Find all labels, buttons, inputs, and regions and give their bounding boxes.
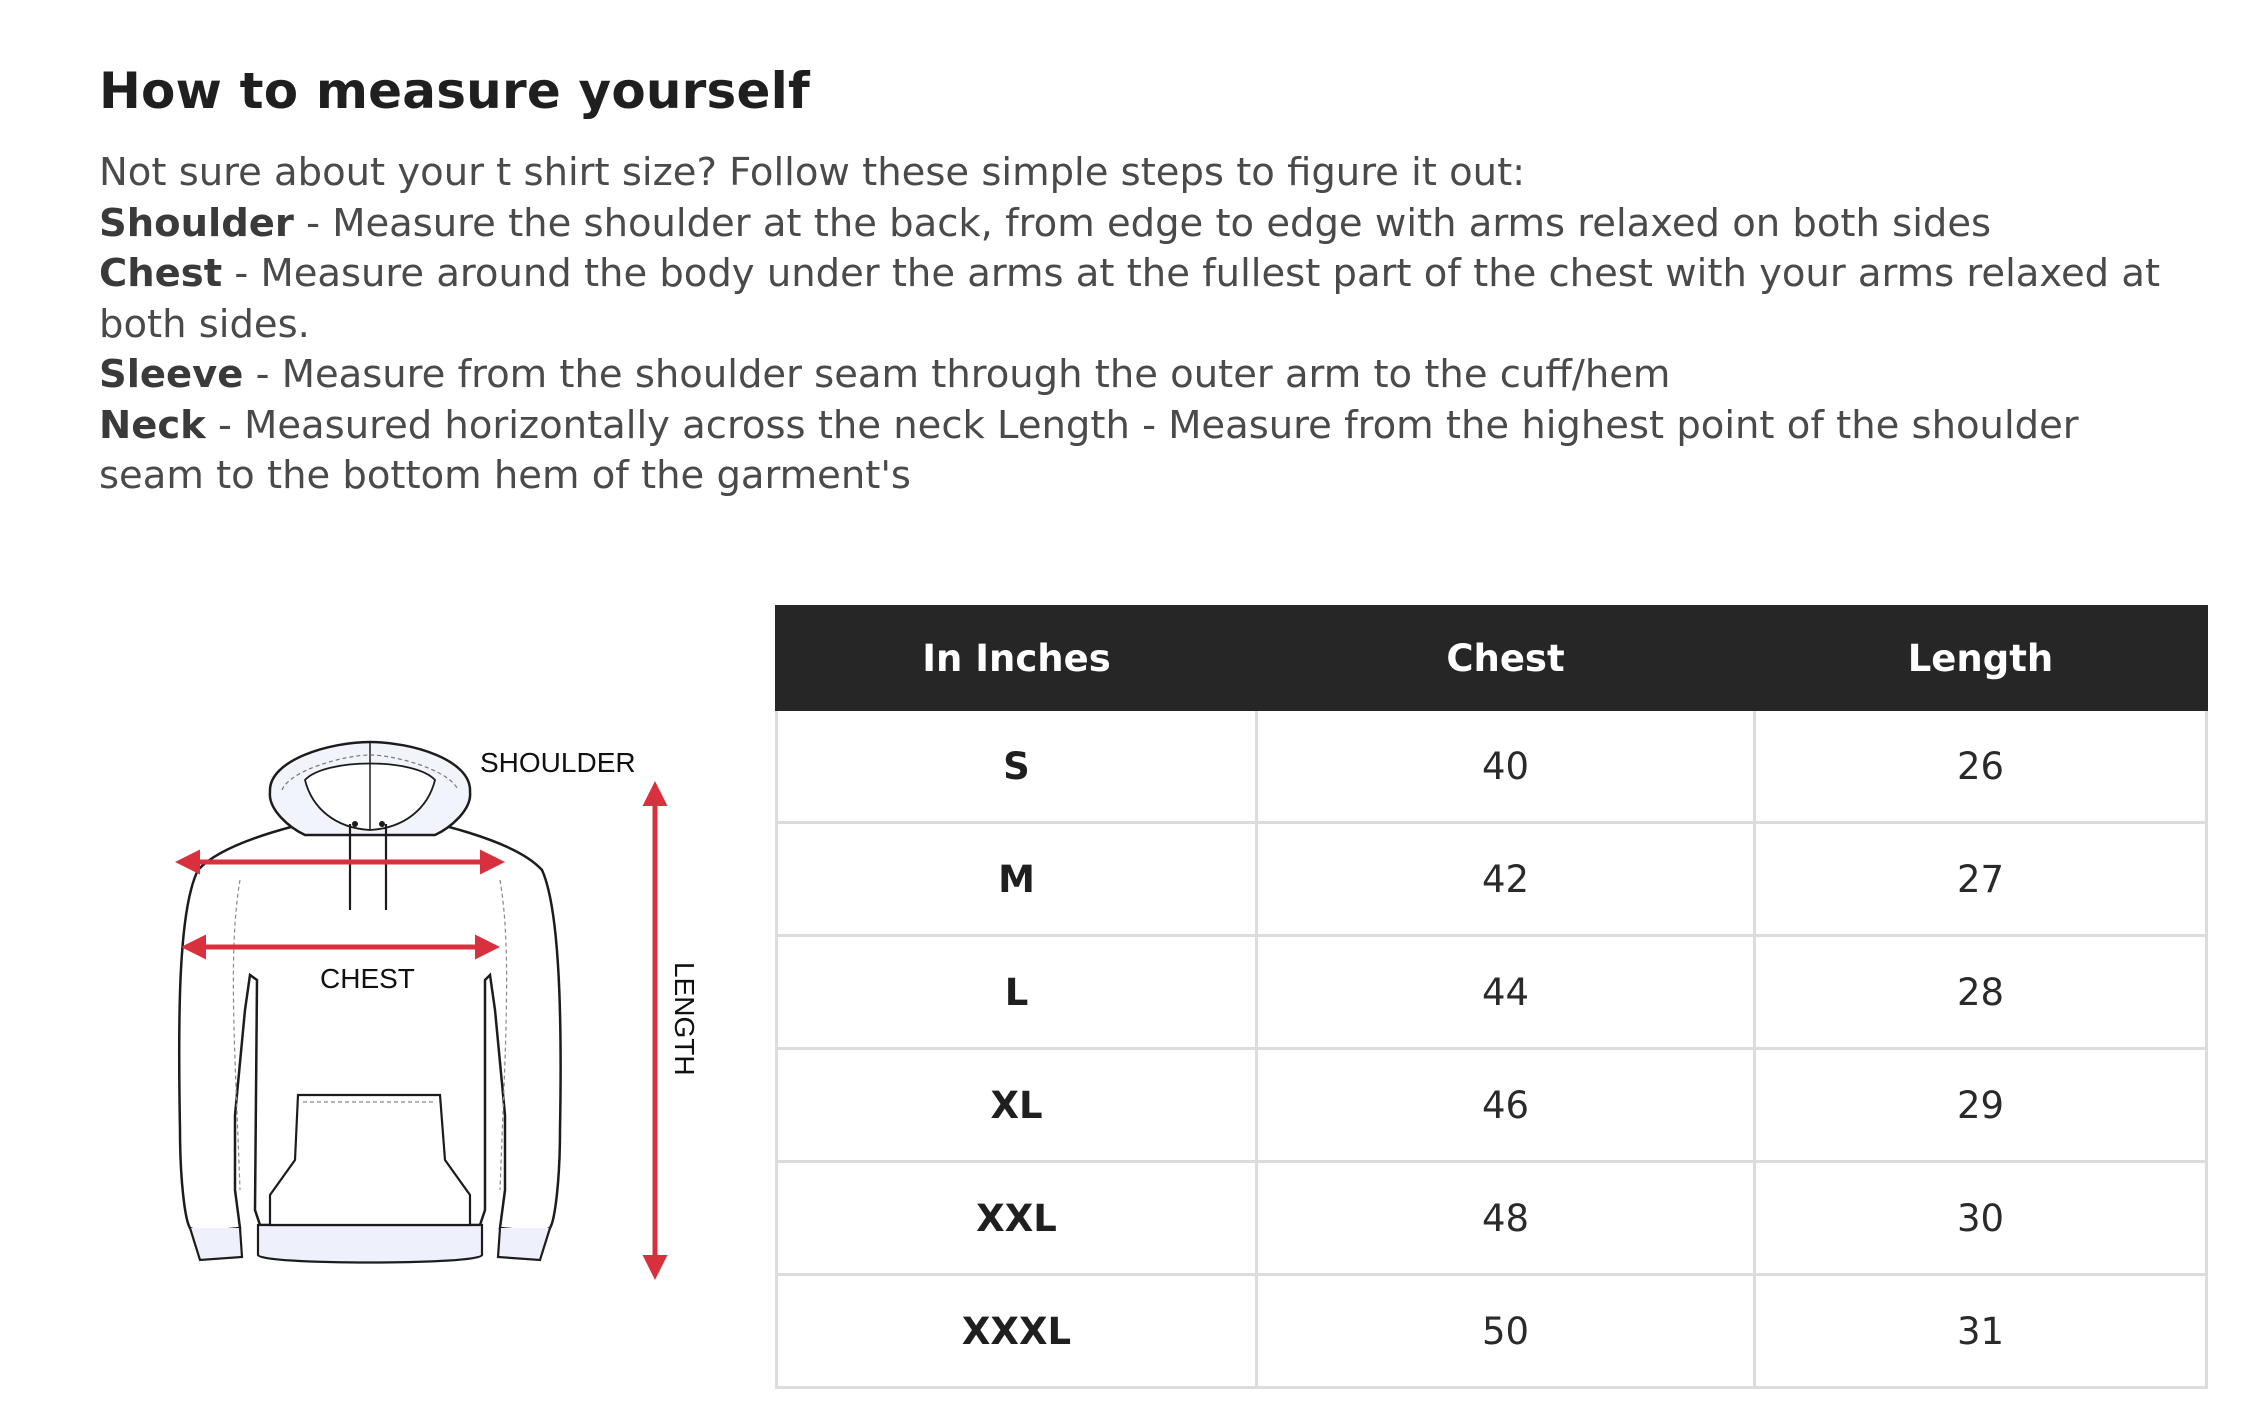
size-cell: S xyxy=(777,710,1257,823)
instruction-text: - Measure from the shoulder seam through the outer arm to the cuff/hem xyxy=(243,352,1671,397)
table-row xyxy=(777,1049,2207,1162)
header-length: Length xyxy=(1755,607,2207,710)
size-chart-table xyxy=(775,605,2208,1389)
hoodie-icon xyxy=(150,720,730,1290)
size-cell: XXL xyxy=(777,1162,1257,1275)
length-cell: 30 xyxy=(1755,1162,2207,1275)
size-cell: XL xyxy=(777,1049,1257,1162)
chest-cell: 44 xyxy=(1257,936,1755,1049)
length-cell: 31 xyxy=(1755,1275,2207,1388)
length-cell: 26 xyxy=(1755,710,2207,823)
table-row xyxy=(777,936,2207,1049)
length-label: LENGTH xyxy=(669,962,700,1076)
instruction-text: - Measure around the body under the arms at the fullest part of the chest with your arms relaxed at both sides. xyxy=(99,251,2161,347)
table-row xyxy=(777,710,2207,823)
instruction-term: Chest xyxy=(99,251,223,296)
header-in-inches: In Inches xyxy=(777,607,1257,710)
hoodie-measurement-diagram xyxy=(150,720,730,1290)
chest-cell: 50 xyxy=(1257,1275,1755,1388)
instruction-term: Neck xyxy=(99,402,206,448)
instruction-term: Sleeve xyxy=(99,352,244,397)
size-cell: XXXL xyxy=(777,1275,1257,1388)
length-cell: 28 xyxy=(1755,936,2207,1049)
table-row xyxy=(777,1275,2207,1388)
chest-label: CHEST xyxy=(320,963,415,994)
length-cell: 29 xyxy=(1755,1049,2207,1162)
header-chest: Chest xyxy=(1257,607,1755,710)
size-cell: M xyxy=(777,823,1257,936)
chest-cell: 46 xyxy=(1257,1049,1755,1162)
instruction-sleeve xyxy=(99,350,2189,401)
size-cell: L xyxy=(777,936,1257,1049)
instruction-term: Shoulder xyxy=(99,200,294,246)
instruction-text: - Measured horizontally across the neck Length - Measure from the highest point of the shoulder seam to the bottom hem of the garment's xyxy=(99,402,2079,498)
chest-cell: 42 xyxy=(1257,823,1755,936)
page-title: How to measure yourself xyxy=(99,62,810,120)
measurement-instructions xyxy=(99,148,2189,502)
intro-text: Not sure about your t shirt size? Follow these simple steps to figure it out: xyxy=(99,150,1526,195)
shoulder-label: SHOULDER xyxy=(480,747,636,778)
instruction-text: - Measure the shoulder at the back, from edge to edge with arms relaxed on both sides xyxy=(293,200,1992,246)
instruction-shoulder xyxy=(99,199,2189,250)
table-row xyxy=(777,823,2207,936)
chest-cell: 48 xyxy=(1257,1162,1755,1275)
table-header-row xyxy=(777,607,2207,710)
table-row xyxy=(777,1162,2207,1275)
instruction-neck xyxy=(99,401,2189,502)
chest-cell: 40 xyxy=(1257,710,1755,823)
instruction-chest xyxy=(99,249,2189,350)
length-cell: 27 xyxy=(1755,823,2207,936)
